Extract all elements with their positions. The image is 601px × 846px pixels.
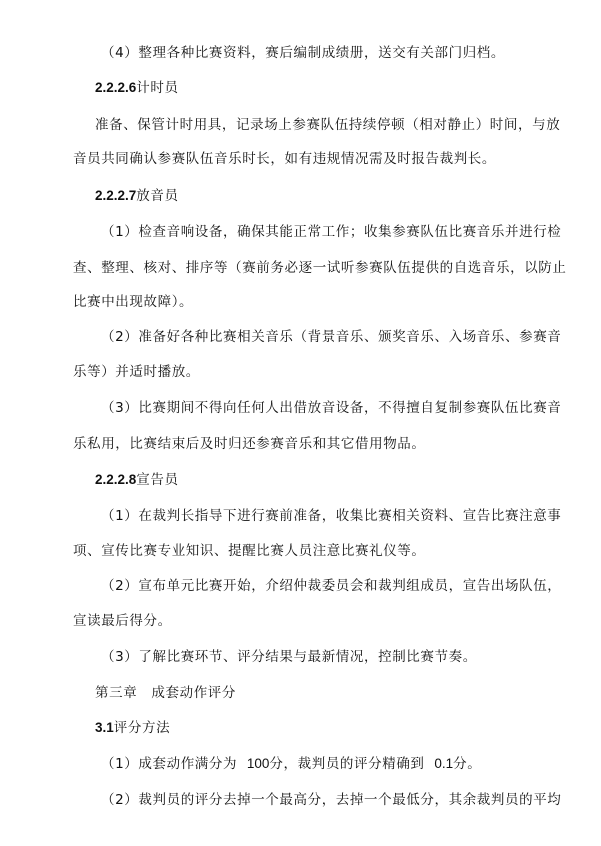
section-title: 计时员	[136, 80, 179, 96]
section-heading-announcer	[95, 471, 179, 489]
paragraph-line: （3）比赛期间不得向任何人出借放音设备，不得擅自复制参赛队伍比赛音	[101, 400, 562, 416]
text-segment: 分。	[453, 756, 482, 772]
paragraph-line: 乐私用，比赛结束后及时归还参赛音乐和其它借用物品。	[73, 436, 426, 452]
paragraph-line: （3）了解比赛环节、评分结果与最新情况，控制比赛节奏。	[101, 649, 477, 665]
section-number: 2.2.2.6	[95, 80, 137, 95]
paragraph-line: 比赛中出现故障）。	[73, 294, 194, 310]
paragraph-line: （1）检查音响设备，确保其能正常工作；收集参赛队伍比赛音乐并进行检	[101, 224, 562, 240]
paragraph-line: （2）宣布单元比赛开始，介绍仲裁委员会和裁判组成员，宣告出场队伍，	[101, 578, 562, 594]
score-value: 100	[246, 756, 270, 771]
paragraph-line: 乐等）并适时播放。	[73, 364, 200, 380]
section-heading-timekeeper	[95, 79, 179, 97]
section-number: 2.2.2.8	[95, 472, 137, 487]
section-number: 2.2.2.7	[95, 188, 137, 203]
text-segment: 分，裁判员的评分精确到	[269, 756, 425, 772]
paragraph-line: （2）准备好各种比赛相关音乐（背景音乐、颁奖音乐、入场音乐、参赛音	[101, 329, 562, 345]
paragraph-line: （1）在裁判长指导下进行赛前准备，收集比赛相关资料、宣告比赛注意事	[101, 508, 562, 524]
precision-value: 0.1	[434, 756, 454, 771]
section-title: 评分方法	[113, 720, 171, 736]
paragraph-line: （2）裁判员的评分去掉一个最高分，去掉一个最低分，其余裁判员的平均	[101, 792, 562, 808]
section-title: 宣告员	[136, 472, 179, 488]
chapter-title: 第三章 成套动作评分	[95, 685, 236, 701]
section-title: 放音员	[136, 188, 179, 204]
paragraph-archive: （4）整理各种比赛资料，赛后编制成绩册，送交有关部门归档。	[101, 45, 505, 61]
paragraph-line: 项、宣传比赛专业知识、提醒比赛人员注意比赛礼仪等。	[73, 543, 426, 559]
paragraph-line: 查、整理、核对、排序等（赛前务必逐一试听参赛队伍提供的自选音乐，以防止	[73, 260, 567, 276]
section-number: 3.1	[95, 720, 114, 735]
section-heading-music-operator	[95, 187, 179, 205]
paragraph-line: 准备、保管计时用具，记录场上参赛队伍持续停顿（相对静止）时间，与放	[95, 117, 561, 133]
section-heading-scoring-method	[95, 719, 170, 737]
paragraph-line: 宣读最后得分。	[73, 613, 172, 629]
paragraph-line: 音员共同确认参赛队伍音乐时长，如有违规情况需及时报告裁判长。	[73, 151, 496, 167]
text-segment: （1）成套动作满分为	[101, 756, 238, 772]
paragraph-full-score	[101, 755, 481, 773]
